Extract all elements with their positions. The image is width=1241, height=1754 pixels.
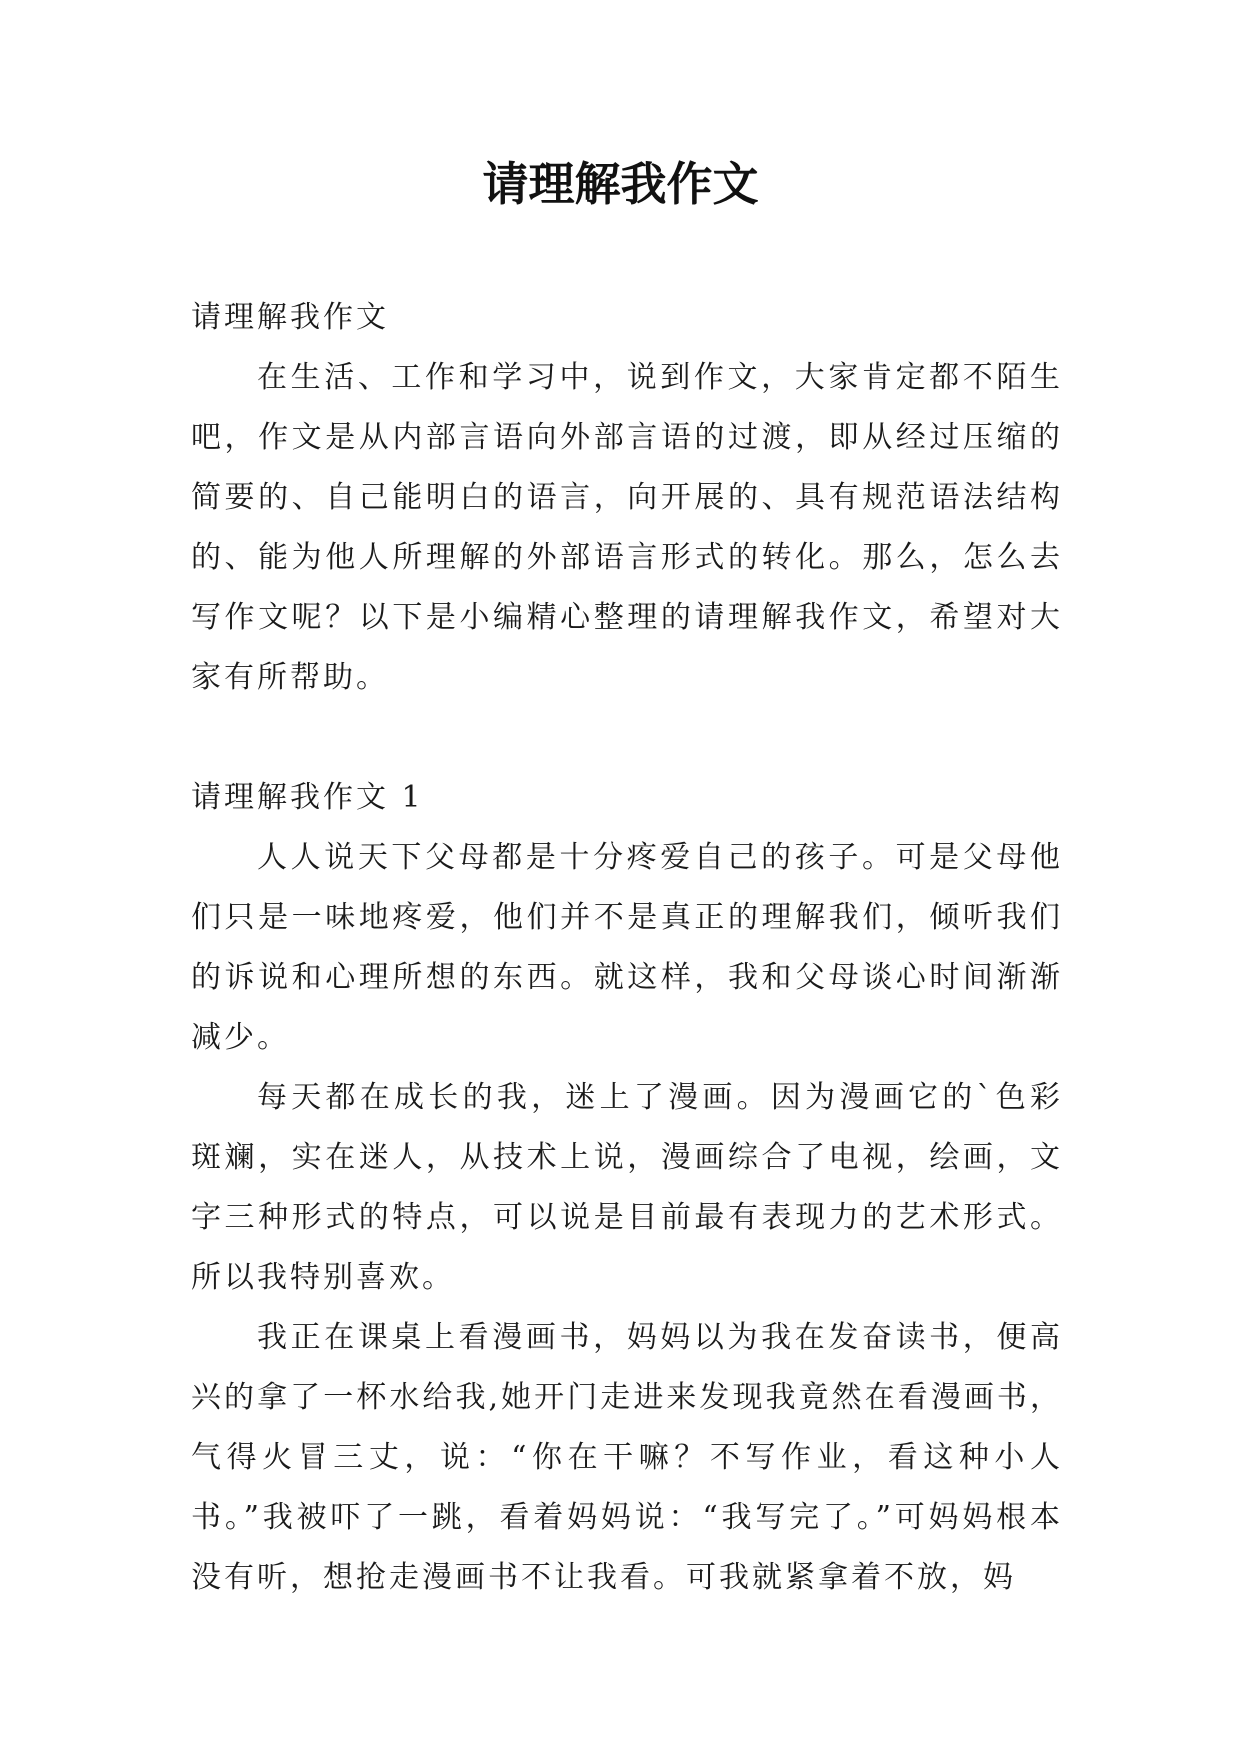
document-title: 请理解我作文 [482, 157, 759, 211]
essay-heading: 请理解我作文 1 [191, 780, 424, 815]
essay-paragraph-3: 我正在课桌上看漫画书，妈妈以为我在发奋读书，便高兴的拿了一杯水给我,她开门走进来发现我竟然在看漫画书，气得火冒三丈，说：“你在干嘛？不写作业，看这种小人书。”我被吓了一跳，看着妈妈说：“我写完了。”可妈妈根本没有听，想抢走漫画书不让我看。可我就紧拿着不放，妈 [191, 1320, 1063, 1595]
intro-paragraph: 在生活、工作和学习中，说到作文，大家肯定都不陌生吧，作文是从内部言语向外部言语的过渡，即从经过压缩的简要的、自己能明白的语言，向开展的、具有规范语法结构的、能为他人所理解的外部语言形式的转化。那么，怎么去写作文呢？以下是小编精心整理的请理解我作文，希望对大家有所帮助。 [191, 360, 1063, 695]
essay-paragraph-2: 每天都在成长的我，迷上了漫画。因为漫画它的`色彩斑斓，实在迷人，从技术上说，漫画综合了电视，绘画，文字三种形式的特点，可以说是目前最有表现力的艺术形式。所以我特别喜欢。 [191, 1080, 1063, 1295]
essay-paragraph-1: 人人说天下父母都是十分疼爱自己的孩子。可是父母他们只是一味地疼爱，他们并不是真正的理解我们，倾听我们的诉说和心理所想的东西。就这样，我和父母谈心时间渐渐减少。 [191, 840, 1063, 1055]
intro-heading: 请理解我作文 [191, 300, 389, 335]
section-spacer [191, 708, 1063, 768]
document-body [191, 288, 1063, 1608]
